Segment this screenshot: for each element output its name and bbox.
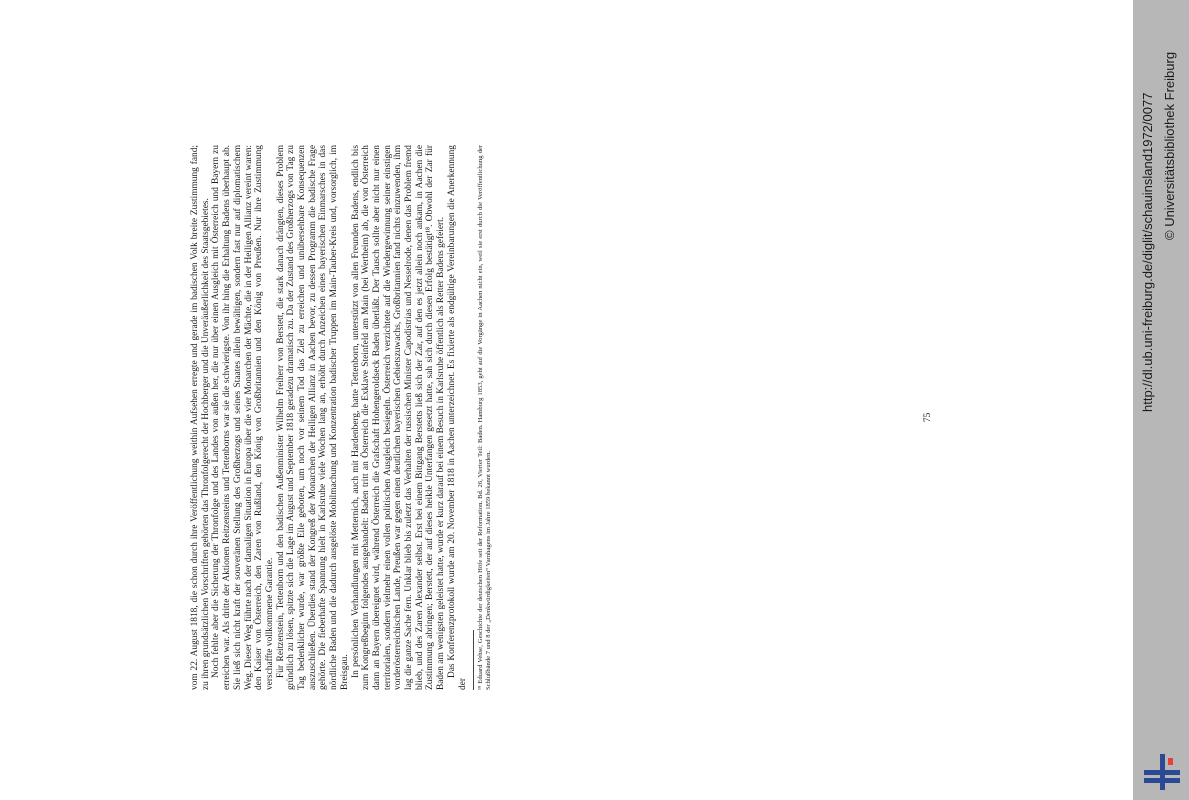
paragraph-4: In persönlichen Verhandlungen mit Metternich, auch mit Hardenberg, hatte Tettenborn, unterstützt von allen Freunden Badens, endlich bis zum Kongreßbeginn folgendes ausgehandelt: Baden tritt an Österreich die Exklave Steinfeld am Main (bei Wertheim) ab, die von Österreich dann an Bayern übereignet wird, während Österreich die Grafschaft Hohengeroldseck Baden überläßt. Der Tausch sollte aber nicht nur einen territorialen, sondern vielmehr einen vollen politischen Ausgleich besiegeln. Österreich verzichtete auf die Wiedergewinnung seiner einstigen vorderösterreichischen Lande, Preußen war gegen einen deutlichen bayerischen Gebietszuwachs, Großbritannien fand nichts einzuwenden, ihm lag die ganze Sache fern. Unklar blieb bis zuletzt das Verhalten der russischen Minister Capodistrias und Nesselrode, denen das Problem fremd blieb, und des Zaren Alexander selbst. Erst bei einem Bittgang Berstetts ließ sich der Zar, auf den es jetzt allein noch ankam, in Aachen die Zustimmung abringen; Berstett, der auf dieses heikle Unterfangen gesetzt hatte, sah sich durch diesen Erfolg bestätigt¹⁸. Obwohl der Zar für Baden am wenigsten geleistet hatte, wurde er kurz darauf bei einem Besuch in Karlsruhe öffentlich als Retter Badens gefeiert. [350, 145, 447, 690]
page-number: 75 [923, 412, 933, 423]
ub-freiburg-logo-icon [1141, 752, 1183, 792]
paragraph-1: vom 22. August 1818, die schon durch ihre Veröffentlichung weithin Aufsehen erregte und gerade im badischen Volk breite Zustimmung fand; zu ihren grundsätzlichen Vorschriften gehörten das Thronfolgerecht der Hochberger und die Unveräußerlichkeit des Staatsgebietes. [190, 145, 211, 690]
paragraph-2: Noch fehlte aber die Sicherung der Thronfolge und des Landes von außen her, die nur über einen Ausgleich mit Österreich und Bayern zu erreichen war. Als dritte der Aktionen Reitzensteins und Tettenborns war sie die schwierigste. Von ihr hing die Erhaltung Badens überhaupt ab. Sie ließ sich nicht kraft der souveränen Stellung des Großherzogs und seines Staates allein bewältigen, sondern fast nur auf diplomatischem Weg. Dieser Weg führte nach der damaligen Situation in Europa über die vier Monarchen der Mächte, die in der Heiligen Allianz vereint waren: den Kaiser von Österreich, den Zaren von Rußland, den König von Großbritannien und den König von Preußen. Nur ihre Zustimmung verschaffte vollkommene Garantie. [211, 145, 275, 690]
copyright-notice: © Universitätsbibliothek Freiburg [1162, 51, 1177, 240]
paragraph-5: Das Konferenzprotokoll wurde am 20. November 1818 in Aachen unterzeichnet. Es fixierte als endgültige Vereinbarungen die Anerkennung der [446, 145, 468, 690]
paragraph-3: Für Reitzenstein, Tettenborn und den badischen Außenminister Wilhelm Freiherr von Berstett, die stark danach drängten, dieses Problem gründlich zu lösen, spitzte sich die Lage im August und September 1818 geradezu dramatisch zu. Da der Zustand des Großherzogs von Tag zu Tag bedenklicher wurde, war größte Eile geboten, um noch vor seinem Tod das Ziel zu erreichen und unübersehbare Konsequenzen auszuschließen. Überdies stand der Kongreß der Monarchen der Heiligen Allianz in Aachen bevor, zu dessen Programm die badische Frage gehörte. Die fieberhafte Spannung hielt in Karlsruhe viele Wochen lang an, erhöht durch Anzeichen eines bayerischen Einmarsches in das nördliche Baden und die dadurch ausgelöste Mobilmachung und Konzentration badischer Truppen im Main-Tauber-Kreis und, vorsorglich, im Breisgau. [275, 145, 350, 690]
source-url[interactable]: http://dl.ub.uni-freiburg.de/diglit/schauinsland1972/0077 [1140, 92, 1155, 412]
footnote-18: ¹⁸ Eduard Vehse, Geschichte der deutschen Höfe seit der Reformation. Bd. 26, Vierter Teil: Baden. Hamburg 1853, geht auf die Vorgänge in Aachen nicht ein, weil sie erst durch die Veröffentlichung der Schlußbände 7 und 8 der „Denkwürdigkeiten“ Varnhagens im Jahre 1859 bekannt wurden. [477, 145, 492, 690]
page-text-block [190, 145, 935, 690]
footnote-divider [473, 630, 474, 690]
